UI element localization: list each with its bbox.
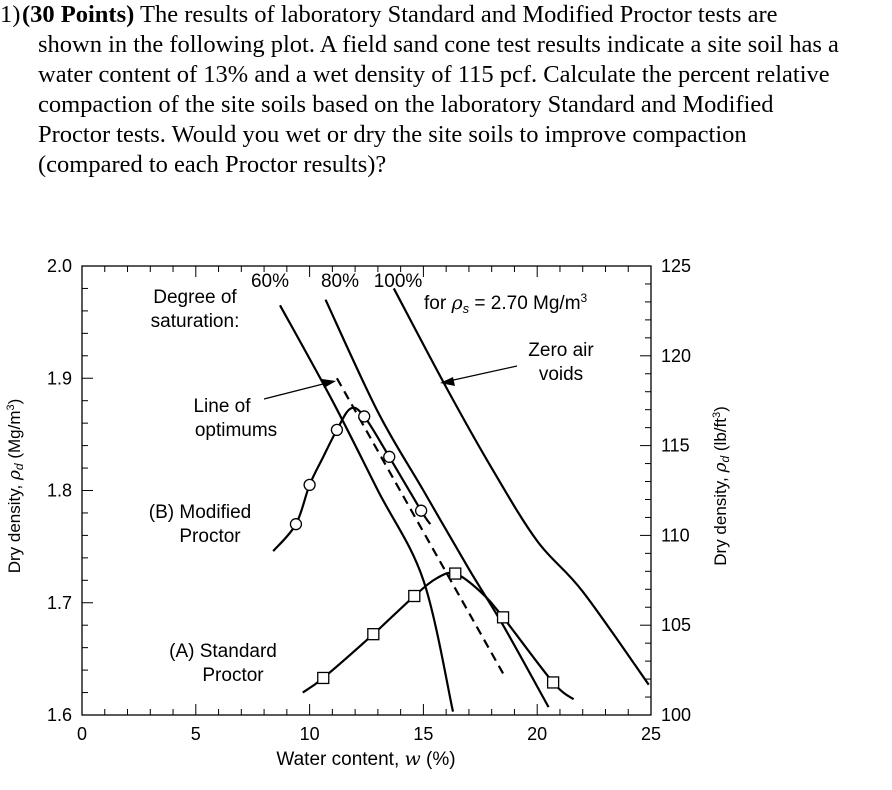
modified-proctor-point — [416, 505, 427, 516]
y2-tick-label: 105 — [661, 615, 692, 636]
saturation-label-100: 100% — [373, 271, 423, 292]
y-tick-label: 1.8 — [46, 480, 72, 501]
saturation-label-80: 80% — [320, 271, 360, 292]
question-line-6: (compared to each Proctor results)? — [38, 151, 387, 178]
modified-proctor-point — [359, 411, 370, 422]
question-number: 1) — [0, 1, 21, 28]
annotation-standard-proctor: (A) Standard Proctor — [169, 641, 277, 686]
x-tick-label: 20 — [527, 724, 548, 744]
y-axis-label-left: Dry density, ρd $(Mg/m^3)$ — [5, 398, 26, 574]
x-axis-label: Water content, w (%) — [276, 748, 456, 770]
chart-markers — [290, 411, 558, 688]
arrow-zero-air-voids — [449, 366, 517, 381]
annotation-modified-proctor: (B) Modified Proctor — [148, 502, 252, 547]
question-points: (30 Points) — [22, 1, 135, 28]
y2-tick-label: 110 — [661, 525, 690, 546]
line-of-optimums — [337, 378, 503, 673]
standard-proctor-point — [450, 568, 461, 579]
x-tick-label: 0 — [76, 724, 88, 744]
question-line-5: Proctor tests. Would you wet or dry the site soils to improve compaction — [38, 121, 747, 148]
modified-proctor-point — [331, 424, 342, 435]
x-tick-label: 15 — [413, 724, 434, 744]
arrowhead-line-of-optimums — [322, 379, 336, 388]
annotation-specific-gravity: for $\rho_s = 2.70$ $Mg/m^3$ — [424, 291, 588, 316]
saturation-label-60: 60% — [250, 271, 290, 292]
y2-tick-label: 125 — [661, 256, 692, 276]
y2-tick-label: 115 — [661, 435, 690, 456]
standard-proctor-point — [368, 629, 379, 640]
standard-proctor-point — [498, 612, 509, 623]
annotation-zero-air-voids: Zero air voids — [528, 340, 594, 385]
standard-proctor-point — [548, 677, 559, 688]
saturation-curve-60 — [280, 305, 453, 711]
modified-proctor-point — [290, 519, 301, 530]
y2-tick-label: 120 — [661, 345, 692, 366]
axis-tick-labels — [47, 256, 691, 744]
question-line-3: water content of 13% and a wet density of 115 pcf. Calculate the percent relative — [38, 61, 830, 88]
question-line-4: compaction of the site soils based on the laboratory Standard and Modified — [38, 91, 774, 118]
y-tick-label: 2.0 — [46, 256, 72, 276]
x-tick-label: 10 — [299, 724, 320, 744]
modified-proctor-point — [384, 451, 395, 462]
y-tick-label: 1.9 — [46, 368, 72, 389]
standard-proctor-point — [409, 591, 420, 602]
arrow-line-of-optimums — [264, 383, 327, 399]
y-tick-label: 1.6 — [46, 705, 72, 725]
x-tick-label: 5 — [190, 724, 201, 744]
saturation-curve-100 — [394, 288, 649, 684]
y-tick-label: 1.7 — [46, 592, 72, 613]
modified-proctor-point — [304, 479, 315, 490]
annotation-line-of-optimums: Line of optimums — [193, 396, 278, 441]
question-line-2: shown in the following plot. A field sand cone test results indicate a site soil has a — [38, 31, 839, 58]
y-axis-label-right: Dry density, ρd $(lb/ft^3)$ — [711, 406, 732, 566]
x-tick-label: 25 — [640, 724, 662, 744]
y2-tick-label: 100 — [661, 705, 692, 725]
axis-ticks — [82, 266, 651, 715]
standard-proctor-point — [318, 672, 329, 683]
annotation-degree-of-saturation: Degree of saturation: — [150, 287, 240, 332]
question-line-1: The results of laboratory Standard and Modified Proctor tests are — [139, 1, 778, 28]
plot-frame — [82, 266, 651, 715]
